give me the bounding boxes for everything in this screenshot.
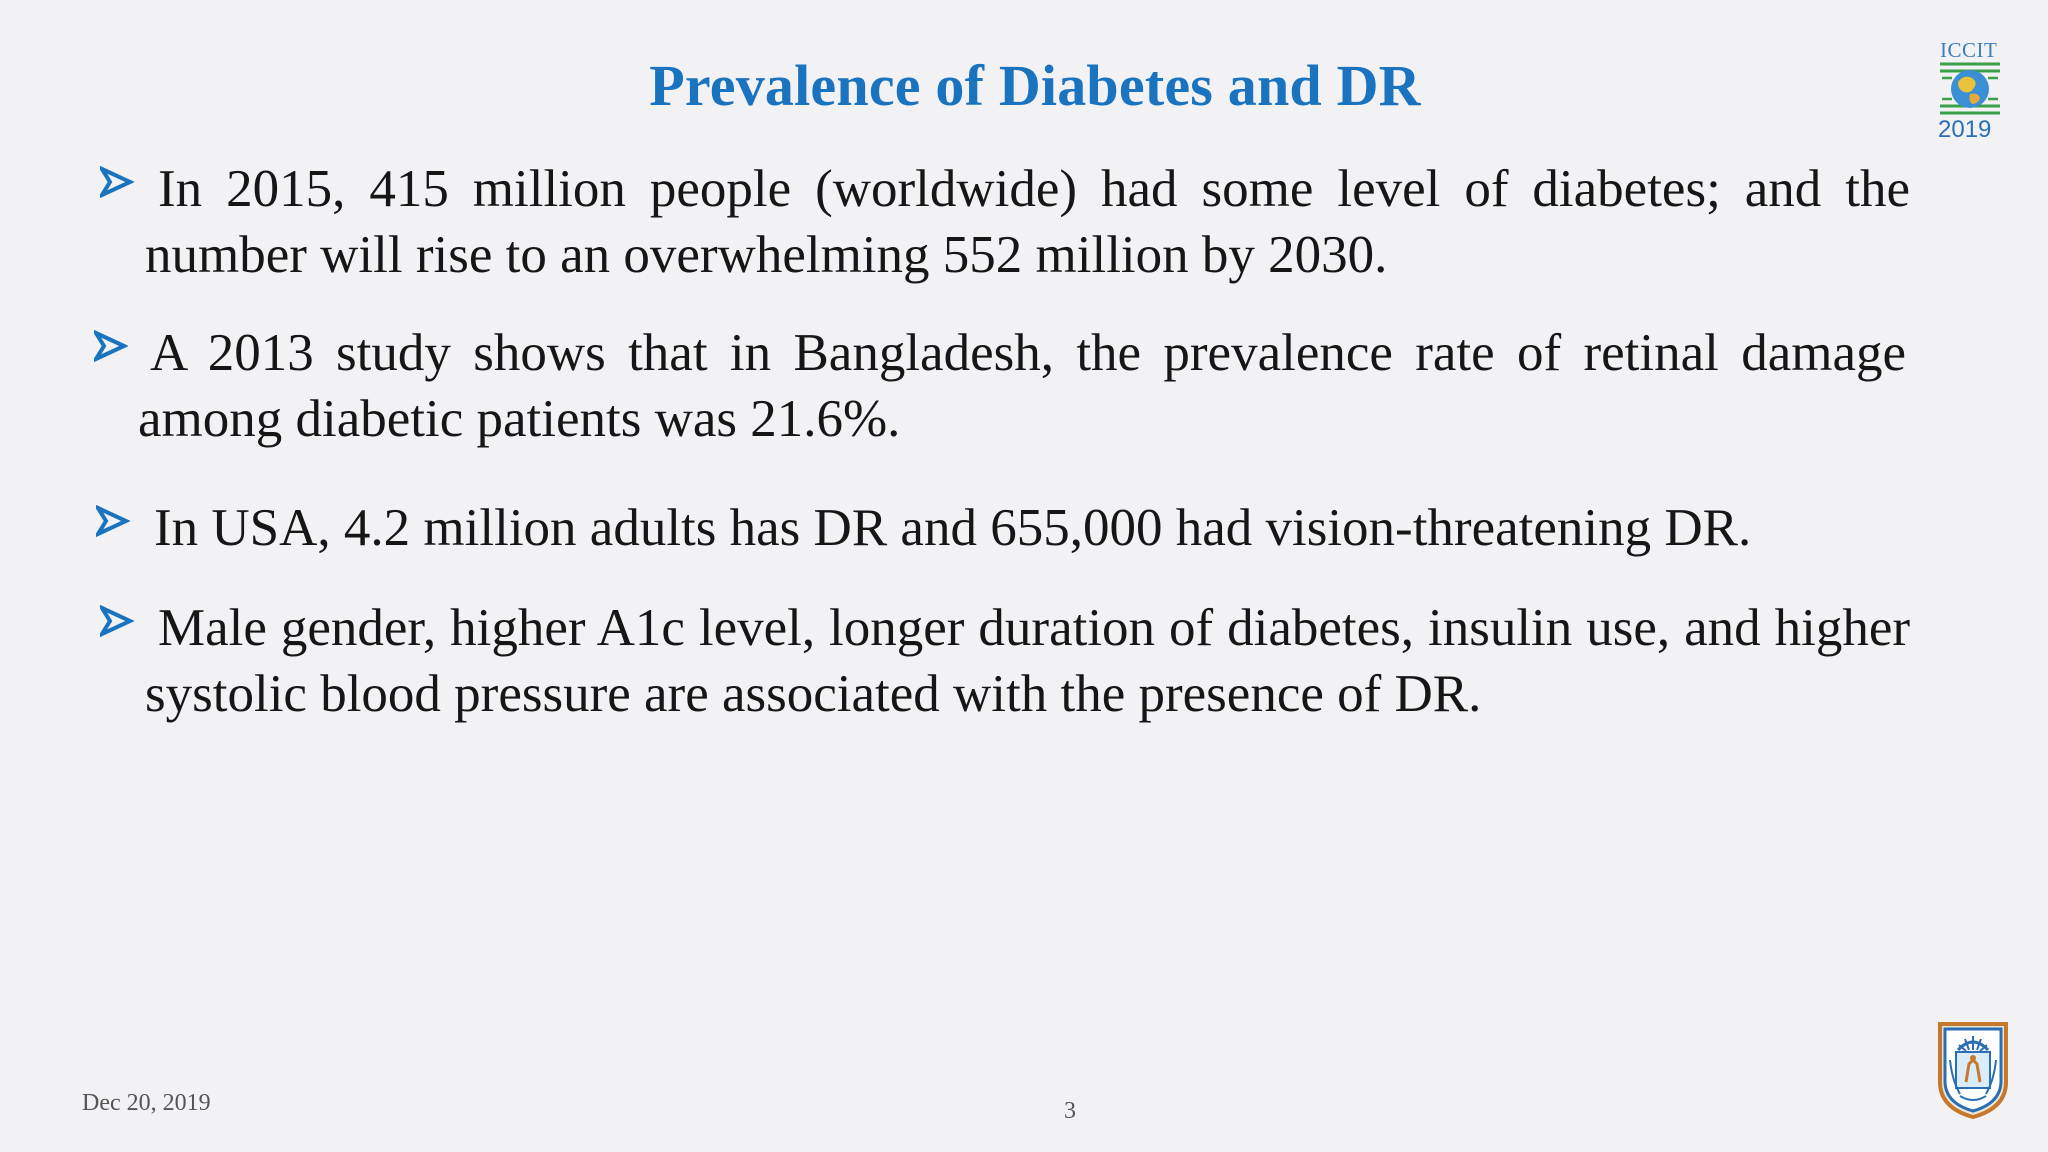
bullet-item-2: [94, 320, 1906, 452]
arrow-bullet-icon: [100, 604, 134, 638]
slide-title: Prevalence of Diabetes and DR: [649, 53, 1421, 118]
bullet-text-3: In USA, 4.2 million adults has DR and 655,000 had vision-threatening DR.: [154, 499, 1752, 557]
iccit-logo-year: 2019: [1938, 116, 1992, 143]
iccit-logo: [1936, 38, 2002, 144]
iccit-globe-icon: [1940, 60, 2000, 118]
bullet-text-4: Male gender, higher A1c level, longer duration of diabetes, insulin use, and higher systolic blood pressure are associated with the presence of DR.: [145, 599, 1910, 723]
arrow-bullet-icon: [94, 329, 128, 363]
arrow-bullet-icon: [100, 165, 134, 199]
bullet-item-4: [100, 595, 1910, 727]
arrow-bullet-icon: [96, 504, 130, 538]
footer-date: Dec 20, 2019: [82, 1090, 211, 1116]
bullet-text-1: In 2015, 415 million people (worldwide) had some level of diabetes; and the number will rise to an overwhelming 552 million by 2030.: [145, 160, 1910, 284]
university-crest-icon: [1936, 1020, 2010, 1120]
bullet-item-1: [100, 156, 1910, 288]
bullet-text-2: A 2013 study shows that in Bangladesh, the prevalence rate of retinal damage among diabetic patients was 21.6%.: [138, 324, 1906, 448]
bullet-item-3: [96, 495, 1908, 561]
page-number: 3: [1064, 1098, 1076, 1124]
iccit-logo-text: ICCIT: [1940, 38, 1998, 62]
university-crest-logo: [1936, 1020, 2010, 1120]
